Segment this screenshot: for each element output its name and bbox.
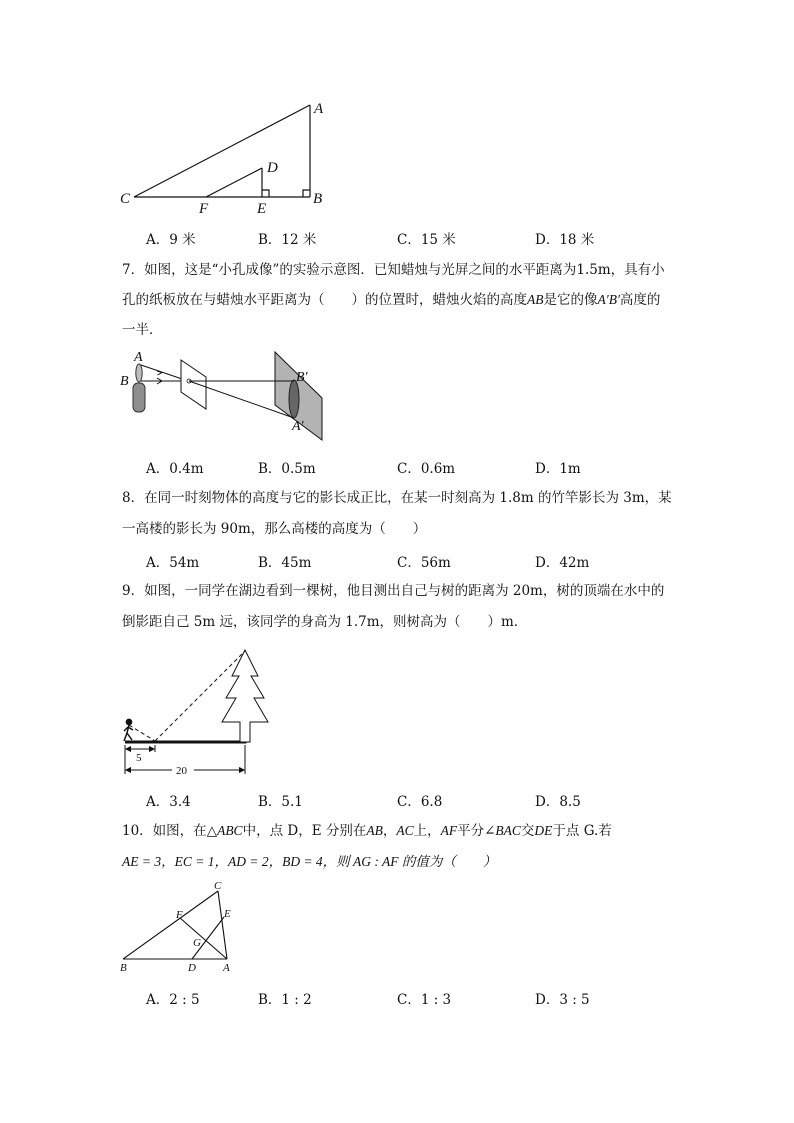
q9-option-b[interactable]: B．5.1	[258, 794, 303, 810]
q9-option-d[interactable]: D．8.5	[535, 794, 581, 810]
fig10-label-G: G	[193, 937, 201, 949]
q9-option-a[interactable]: A．3.4	[146, 794, 191, 810]
figure-q10-triangle	[112, 876, 242, 976]
q7-apbp: A′B′	[597, 292, 620, 307]
fig6-label-B: B	[313, 191, 323, 207]
fig9-label-5: 5	[136, 752, 142, 764]
q9-option-c[interactable]: C．6.8	[397, 794, 443, 810]
q10-de: DE	[534, 823, 553, 838]
fig6-label-E: E	[257, 201, 267, 217]
q8-stem-line-1: 8．在同一时刻物体的高度与它的影长成正比，在某一时刻高为 1.8m 的竹竿影长为 3m，某	[122, 490, 672, 506]
q7-options	[146, 457, 646, 475]
q8-options	[146, 551, 646, 569]
fig10-label-A: A	[223, 962, 230, 974]
q10-ac: AC	[396, 823, 414, 838]
q7-stem-text-c: 高度的	[619, 292, 661, 308]
q7-option-b[interactable]: B．0.5m	[258, 461, 316, 477]
q8-option-b[interactable]: B．45m	[258, 555, 312, 571]
fig7-candle-body	[133, 383, 145, 412]
q10-option-c[interactable]: C．1 : 3	[397, 992, 452, 1008]
fig9-eye-line	[129, 725, 155, 741]
q10-text-g: 于点 G.若	[552, 823, 612, 839]
q10-text-f: 交	[520, 823, 535, 839]
q10-af: AF	[440, 823, 458, 838]
fig10-label-C: C	[214, 880, 222, 892]
fig7-image	[289, 380, 299, 418]
q10-text-b: 中，点 D，E 分别在	[242, 823, 367, 839]
q8-stem-line-2: 一高楼的影长为 90m，那么高楼的高度为（ ）	[122, 521, 427, 537]
fig7-candle-flame	[136, 364, 142, 382]
q10-stem-line-2: AE = 3，EC = 1，AD = 2，BD = 4，则 AG : AF 的值为（ ）	[122, 854, 497, 869]
fig7-label-Aprime: A′	[292, 419, 304, 434]
q10-stem-line-1	[122, 822, 612, 840]
q10-text-a: 10．如图，在	[122, 823, 207, 839]
q8-option-c[interactable]: C．56m	[397, 555, 451, 571]
fig10-segment-AF	[180, 918, 227, 959]
q10-ab: AB	[366, 823, 383, 838]
q6-option-b[interactable]: B．12 米	[258, 232, 317, 248]
fig6-label-F: F	[199, 201, 209, 217]
fig7-label-B: B	[120, 374, 129, 389]
q7-stem-text-b: 是它的像	[543, 292, 598, 308]
q7-stem-line-2	[122, 291, 660, 309]
q7-stem-line-1: 7．如图，这是“小孔成像”的实验示意图．已知蜡烛与光屏之间的水平距离为1.5m，具有小	[122, 262, 665, 278]
fig10-side-CA	[218, 891, 227, 959]
fig7-cardboard	[181, 360, 206, 409]
q10-text-c: ，	[382, 823, 397, 839]
fig10-label-E: E	[224, 908, 231, 920]
fig7-label-A: A	[134, 350, 143, 365]
fig6-label-D: D	[267, 160, 278, 176]
q9-stem-line-2: 倒影距自己 5m 远，该同学的身高为 1.7m，则树高为（ ）m．	[122, 614, 528, 630]
q6-option-a[interactable]: A．9 米	[146, 232, 196, 248]
fig9-label-20: 20	[176, 765, 187, 777]
fig9-ground	[125, 720, 245, 742]
fig6-line-FD	[206, 168, 262, 197]
figure-q7-pinhole	[112, 346, 342, 446]
fig6-right-angle-E	[262, 190, 269, 197]
q10-text-d: 上，	[413, 823, 441, 839]
fig9-tree	[222, 650, 268, 742]
fig10-label-F: F	[176, 909, 183, 921]
fig10-label-D: D	[188, 962, 196, 974]
fig10-label-B: B	[120, 962, 127, 974]
q7-stem-text-a: 孔的纸板放在与蜡烛水平距离为（ ）的位置时，蜡烛火焰的高度	[122, 292, 527, 308]
fig6-right-angle-B	[303, 190, 310, 197]
q7-option-a[interactable]: A．0.4m	[146, 461, 204, 477]
q6-options	[146, 228, 646, 246]
fig6-label-C: C	[120, 191, 131, 207]
q9-stem-line-1: 9．如图，一同学在湖边看到一棵树，他目测出自己与树的距离为 20m，树的顶端在水中的	[122, 583, 665, 599]
q10-triangle-abc: △ABC	[206, 823, 243, 838]
figure-q6-triangles	[112, 96, 342, 218]
fig6-line-CA	[134, 105, 310, 197]
q10-angle-bac: ∠BAC	[484, 823, 521, 838]
q10-option-a[interactable]: A．2 : 5	[146, 992, 200, 1008]
q10-text-e: 平分	[457, 823, 485, 839]
q7-option-c[interactable]: C．0.6m	[397, 461, 456, 477]
q7-option-d[interactable]: D．1m	[535, 461, 581, 477]
fig10-side-BC	[123, 891, 218, 959]
q7-stem-line-3: 一半．	[122, 322, 163, 338]
fig7-label-Bprime: B′	[296, 370, 308, 385]
q10-options	[146, 988, 646, 1006]
q8-option-a[interactable]: A．54m	[146, 555, 200, 571]
q10-option-d[interactable]: D．3 : 5	[535, 992, 590, 1008]
q10-option-b[interactable]: B．1 : 2	[258, 992, 312, 1008]
q8-option-d[interactable]: D．42m	[535, 555, 590, 571]
q7-ab: AB	[527, 292, 544, 307]
fig6-label-A: A	[314, 101, 324, 117]
q6-option-d[interactable]: D．18 米	[535, 232, 595, 248]
q9-options	[146, 790, 646, 808]
fig9-person-icon	[124, 719, 133, 741]
figure-q9-tree-reflection	[112, 642, 272, 777]
q6-option-c[interactable]: C．15 米	[397, 232, 456, 248]
